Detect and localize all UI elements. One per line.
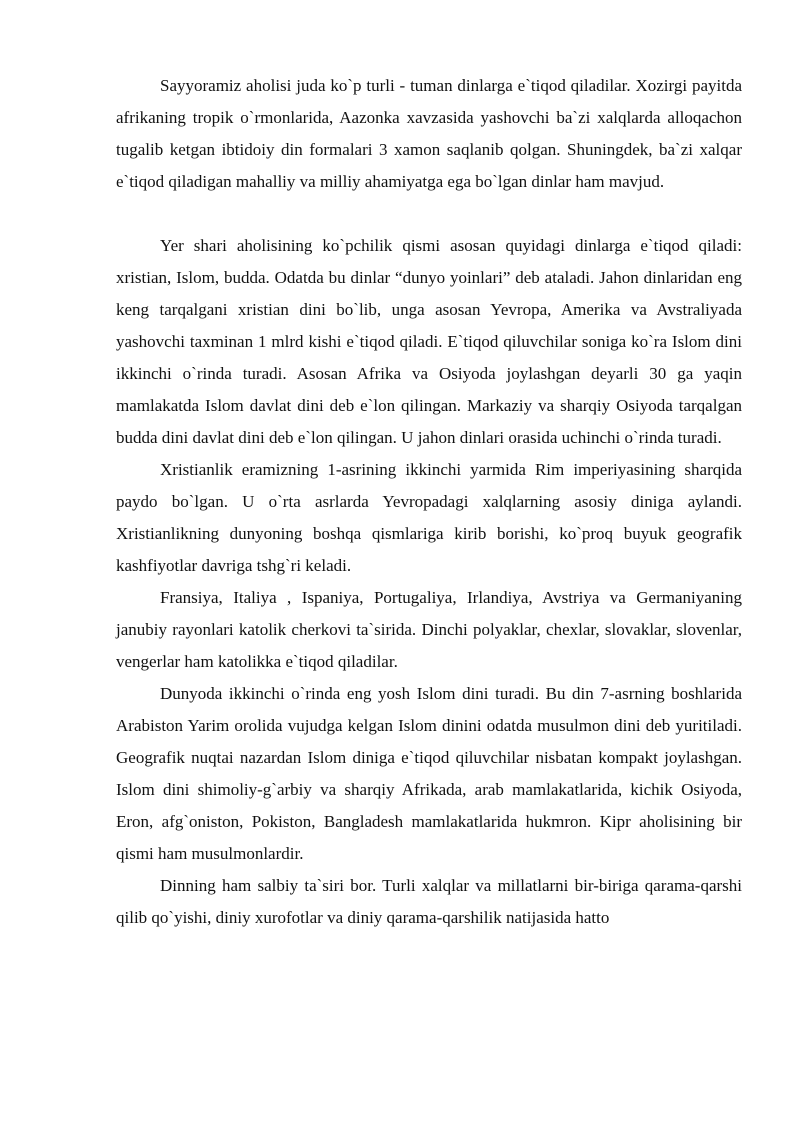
- document-page: [116, 70, 742, 934]
- paragraph-religion-negative-influence: Dinning ham salbiy ta`siri bor. Turli xalqlar va millatlarni bir-biriga qarama-qarshi qilib qo`yishi, diniy xurofotlar va diniy qarama-qarshilik natijasida hatto: [116, 876, 742, 927]
- paragraph-catholic-countries: Fransiya, Italiya , Ispaniya, Portugaliya, Irlandiya, Avstriya va Germaniyaning janubiy rayonlari katolik cherkovi ta`sirida. Dinchi polyaklar, chexlar, slovaklar, slovenlar, vengerlar ham katolikka e`tiqod qiladilar.: [116, 588, 742, 671]
- paragraph-world-religions: Yer shari aholisining ko`pchilik qismi asosan quyidagi dinlarga e`tiqod qiladi: xristian, Islom, budda. Odatda bu dinlar “dunyo yoinlari” deb ataladi. Jahon dinlaridan eng keng tarqalgani xristian dini bo`lib, unga asosan Yevropa, Amerika va Avstraliyada yashovchi taxminan 1 mlrd kishi e`tiqod qiladi. E`tiqod qiluvchilar soniga ko`ra Islom dini ikkinchi o`rinda turadi. Asosan Afrika va Osiyoda joylashgan deyarli 30 ga yaqin mamlakatda Islom davlat dini deb e`lon qilingan. Markaziy va sharqiy Osiyoda tarqalgan budda dini davlat dini deb e`lon qilingan. U jahon dinlari orasida uchinchi o`rinda turadi.: [116, 236, 742, 447]
- paragraph-christianity: Xristianlik eramizning 1-asrining ikkinchi yarmida Rim imperiyasining sharqida paydo bo`lgan. U o`rta asrlarda Yevropadagi xalqlarning asosiy diniga aylandi. Xristianlikning dunyoning boshqa qismlariga kirib borishi, ko`proq buyuk geografik kashfiyotlar davriga tshg`ri keladi.: [116, 460, 742, 575]
- paragraph-islam: Dunyoda ikkinchi o`rinda eng yosh Islom dini turadi. Bu din 7-asrning boshlarida Arabiston Yarim orolida vujudga kelgan Islom dinini odatda musulmon dini deb yuritiladi. Geografik nuqtai nazardan Islom diniga e`tiqod qiluvchilar nisbatan kompakt joylashgan. Islom dini shimoliy-g`arbiy va sharqiy Afrikada, arab mamlakatlarida, kichik Osiyoda, Eron, afg`oniston, Pokiston, Bangladesh mamlakatlarida hukmron. Kipr aholisining bir qismi ham musulmonlardir.: [116, 684, 742, 863]
- paragraph-religions-diversity: Sayyoramiz aholisi juda ko`p turli - tuman dinlarga e`tiqod qiladilar. Xozirgi payitda afrikaning tropik o`rmonlarida, Aazonka xavzasida yashovchi ba`zi xalqlarda alloqachon tugalib ketgan ibtidoiy din formalari 3 xamon saqlanib qolgan. Shuningdek, ba`zi xalqar e`tiqod qiladigan mahalliy va milliy ahamiyatga ega bo`lgan dinlar ham mavjud.: [116, 76, 742, 191]
